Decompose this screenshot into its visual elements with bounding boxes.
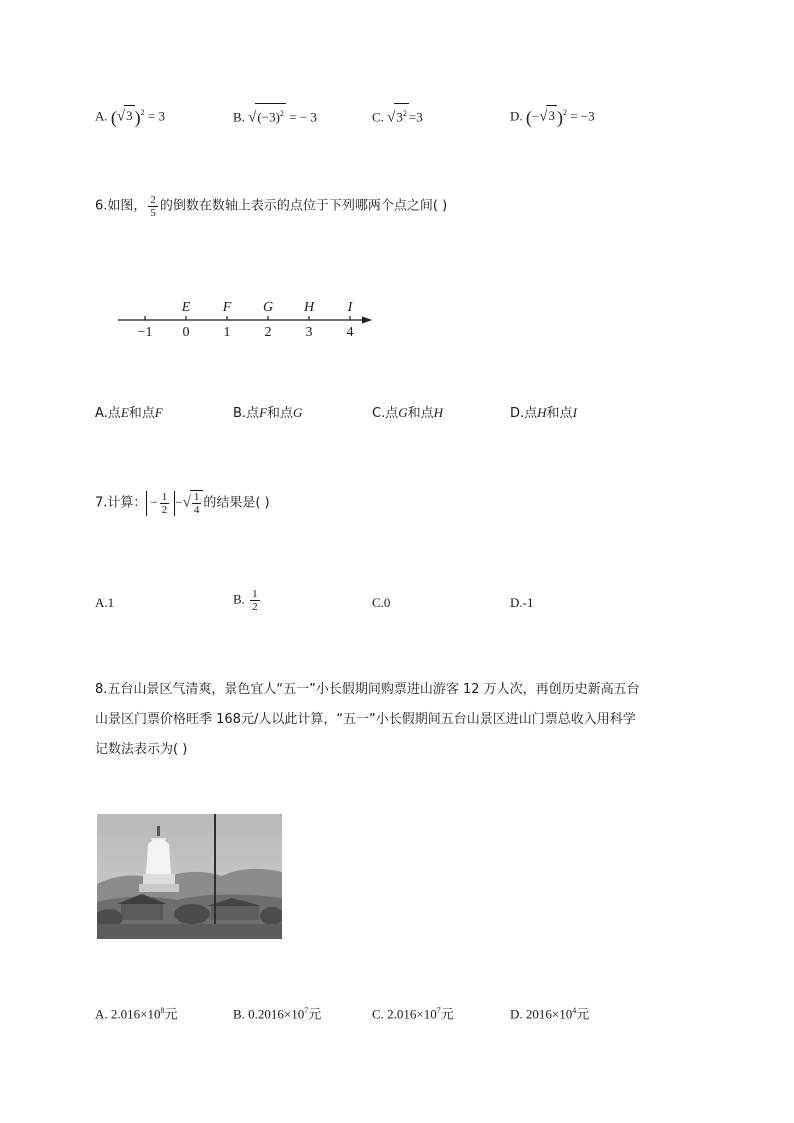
q8-line-3: 记数法表示为( )	[95, 742, 188, 757]
radicand: 3	[124, 105, 135, 126]
number-line-point-label: G	[262, 300, 274, 315]
q7-option-d	[510, 593, 533, 613]
number-line-tick-label: 2	[264, 325, 272, 340]
exponent: 7	[304, 1006, 309, 1015]
conjunction: 和点	[267, 406, 294, 421]
denominator: 5	[150, 207, 156, 219]
exponent: 8	[160, 1006, 165, 1015]
paren-open: (	[525, 107, 532, 128]
numerator: 2	[150, 194, 156, 206]
option-label: B.点	[233, 406, 260, 421]
q8-option-a	[95, 1001, 178, 1025]
unit: 元	[576, 1007, 590, 1023]
option-label: D.-1	[510, 595, 534, 610]
rhs: = −3	[570, 108, 595, 124]
rhs: = − 3	[289, 109, 317, 125]
q6-suffix: 的倒数在数轴上表示的点位于下列哪两个点之间( )	[159, 198, 448, 214]
number-line-tick-label: 0	[182, 325, 190, 340]
point-1: F	[259, 405, 268, 420]
numerator: 1	[252, 588, 258, 600]
exponent: 2	[279, 109, 284, 118]
option-label: B. 0.2016×10	[233, 1006, 305, 1022]
paren-open: (	[110, 107, 117, 128]
q6-option-d	[510, 403, 577, 424]
option-label: C.0	[372, 595, 391, 610]
option-label: D. 2016×10	[510, 1006, 573, 1022]
q8-stem	[95, 675, 695, 765]
point-2: F	[154, 405, 163, 420]
paren-close: )	[134, 107, 141, 128]
q7-option-c	[372, 593, 390, 613]
exponent: 2	[562, 108, 567, 117]
option-label: B.	[233, 591, 245, 607]
number-line-point-label: E	[181, 300, 191, 315]
exponent: 7	[436, 1006, 441, 1015]
minus-sign: −	[175, 494, 183, 510]
denominator: 2	[252, 601, 258, 613]
q8-line-1: 8.五台山景区气清爽，景色宜人“五一”小长假期间购票进山游客 12 万人次，再创历史新高五台	[95, 682, 640, 697]
q6-option-a	[95, 403, 163, 424]
number-line-tick-label: 3	[305, 325, 313, 340]
number-line-tick-label: 4	[346, 325, 354, 340]
q7-option-b	[233, 588, 262, 613]
q5-option-c	[372, 103, 423, 127]
radicand: 3	[396, 109, 403, 125]
option-label: A.1	[95, 595, 115, 610]
absolute-value	[146, 491, 175, 516]
q8-line-2: 山景区门票价格旺季 168元/人以此计算，“五一”小长假期间五台山景区进山门票总收入用科学	[95, 712, 636, 727]
q8-option-d	[510, 1001, 589, 1025]
q8-option-c	[372, 1001, 454, 1025]
q6-option-c	[372, 403, 443, 424]
option-label: B.	[233, 109, 245, 125]
q7-prefix: 7.计算：	[95, 495, 147, 511]
number-line-point-label: F	[222, 300, 232, 315]
exponent: 2	[140, 108, 145, 117]
sign: −	[531, 108, 540, 124]
radical-sign: √	[116, 108, 126, 125]
point-2: H	[433, 405, 444, 420]
radical-sign: √	[539, 108, 548, 125]
point-2: G	[293, 405, 303, 420]
unit: 元	[440, 1007, 454, 1023]
denominator: 4	[193, 504, 200, 516]
q5-option-b	[233, 103, 317, 127]
arrow-right-icon	[362, 317, 372, 324]
wutaishan-photo	[97, 814, 282, 939]
denominator: 2	[161, 504, 168, 516]
option-label: A. 2.016×10	[95, 1006, 161, 1022]
rhs: =3	[408, 109, 423, 125]
number-line-tick-label: −1	[137, 325, 153, 340]
option-label: D.点	[510, 406, 538, 421]
fraction	[148, 194, 158, 219]
number-line-tick-label: 1	[223, 325, 231, 340]
exponent: 2	[402, 109, 407, 118]
conjunction: 和点	[546, 406, 573, 421]
option-label: C. 2.016×10	[372, 1006, 437, 1022]
number-line-point-label: I	[347, 300, 353, 315]
option-label: C.点	[372, 406, 399, 421]
conjunction: 和点	[128, 406, 155, 421]
number-line-point-label: H	[303, 300, 315, 315]
q6-option-b	[233, 403, 302, 424]
option-label: A.	[95, 108, 108, 124]
radicand: (−3)	[257, 109, 280, 125]
q8-option-b	[233, 1001, 321, 1025]
option-label: D.	[510, 108, 523, 124]
radical-sign: √	[248, 109, 257, 126]
exponent: 4	[572, 1006, 577, 1015]
q5-option-a	[95, 103, 165, 127]
radical-sign: √	[182, 494, 191, 511]
point-2: I	[572, 405, 577, 420]
radicand: 3	[546, 105, 557, 126]
q7-suffix: 的结果是( )	[203, 495, 270, 511]
option-label: C.	[372, 109, 384, 125]
rhs: = 3	[147, 108, 165, 124]
point-1: H	[537, 405, 547, 420]
unit: 元	[308, 1007, 322, 1023]
numerator: 1	[193, 491, 200, 503]
q5-option-d	[510, 103, 595, 127]
q6-prefix: 6.如图，	[95, 198, 147, 214]
paren-close: )	[556, 107, 563, 128]
unit: 元	[164, 1007, 178, 1023]
number-line	[110, 292, 380, 342]
q7-option-a	[95, 593, 114, 613]
radical-sign: √	[387, 109, 396, 126]
numerator: 1	[161, 491, 168, 503]
q7-stem	[95, 490, 270, 516]
point-1: G	[398, 405, 408, 420]
sign: −	[150, 494, 158, 510]
option-label: A.点	[95, 406, 121, 421]
q6-stem	[95, 194, 447, 219]
point-1: E	[120, 405, 129, 420]
conjunction: 和点	[407, 406, 434, 421]
